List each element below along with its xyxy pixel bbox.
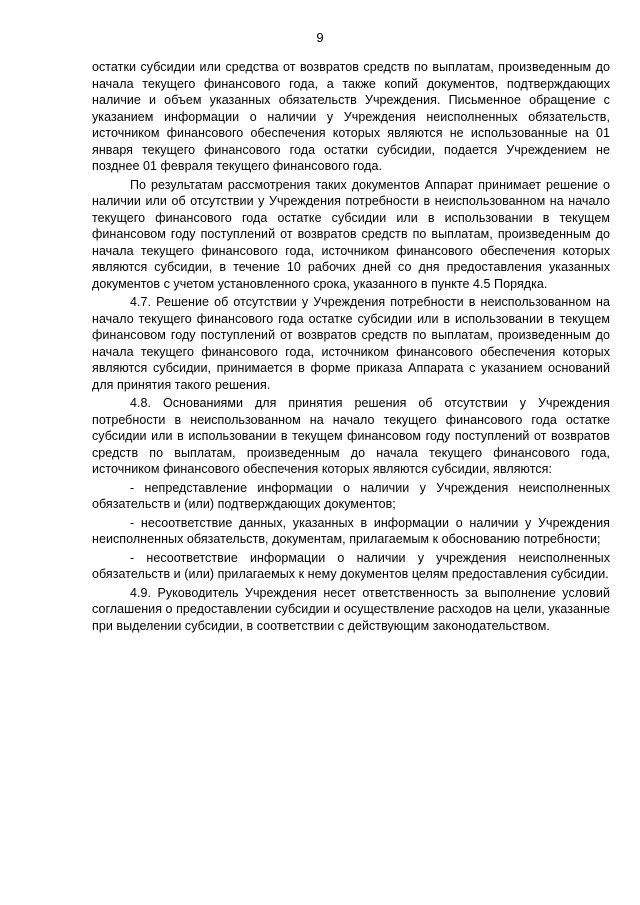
list-item-info-mismatch: - несоответствие информации о наличии у учреждения неисполненных обязательств и (или) прилагаемых к нему документов целям предоставления субсидии. [92,550,610,581]
paragraph-4-9: 4.9. Руководитель Учреждения несет ответственность за выполнение условий соглашения о предоставлении субсидии и осуществление расходов на цели, указанные при выделении субсидии, в соответствии с действующим законодательством. [92,585,610,633]
list-item-non-submission: - непредставление информации о наличии у Учреждения неисполненных обязательств и (или) подтверждающих документов; [92,480,610,511]
paragraph-continuation: остатки субсидии или средства от возвратов средств по выплатам, произведенным до начала текущего финансового года, а также копий документов, подтверждающих наличие и объем указанных обязательств Учреждения. Письменное обращение с указанием информации о наличии у Учреждения неисполненных обязательств, источником финансового обеспечения которых являются не использованные на 01 января текущего финансового года остатки субсидии, подается Учреждением не позднее 01 февраля текущего финансового года. [92,60,610,173]
document-body [92,59,610,636]
paragraph-4-7: 4.7. Решение об отсутствии у Учреждения потребности в неиспользованном на начало текущего финансового года остатке субсидии или в использовании в текущем финансовом году поступлений от возвратов средств по выплатам, произведенным до начала текущего финансового года, источником финансового обеспечения которых являются субсидии, принимается в форме приказа Аппарата с указанием оснований для принятия такого решения. [92,295,610,392]
paragraph-review-results: По результатам рассмотрения таких документов Аппарат принимает решение о наличии или об отсутствии у Учреждения потребности в неиспользованном на начало текущего финансового года остатке субсидии или в использовании в текущем финансовом году поступлений от возвратов средств по выплатам, произведенным до начала текущего финансового года, источником финансового обеспечения которых являются субсидии, в течение 10 рабочих дней со дня предоставления указанных документов с учетом установленного срока, указанного в пункте 4.5 Порядка. [92,177,610,291]
paragraph-4-8: 4.8. Основаниями для принятия решения об отсутствии у Учреждения потребности в неиспользованном на начало текущего финансового года остатке субсидии или в использовании в текущем финансовом году поступлений от возвратов средств по выплатам, произведенным до начала текущего финансового года, источником финансового обеспечения которых являются субсидии, являются: [92,396,610,476]
page-number: 9 [316,30,324,45]
list-item-data-mismatch: - несоответствие данных, указанных в информации о наличии у Учреждения неисполненных обязательств, документам, прилагаемым к обоснованию потребности; [92,515,610,546]
